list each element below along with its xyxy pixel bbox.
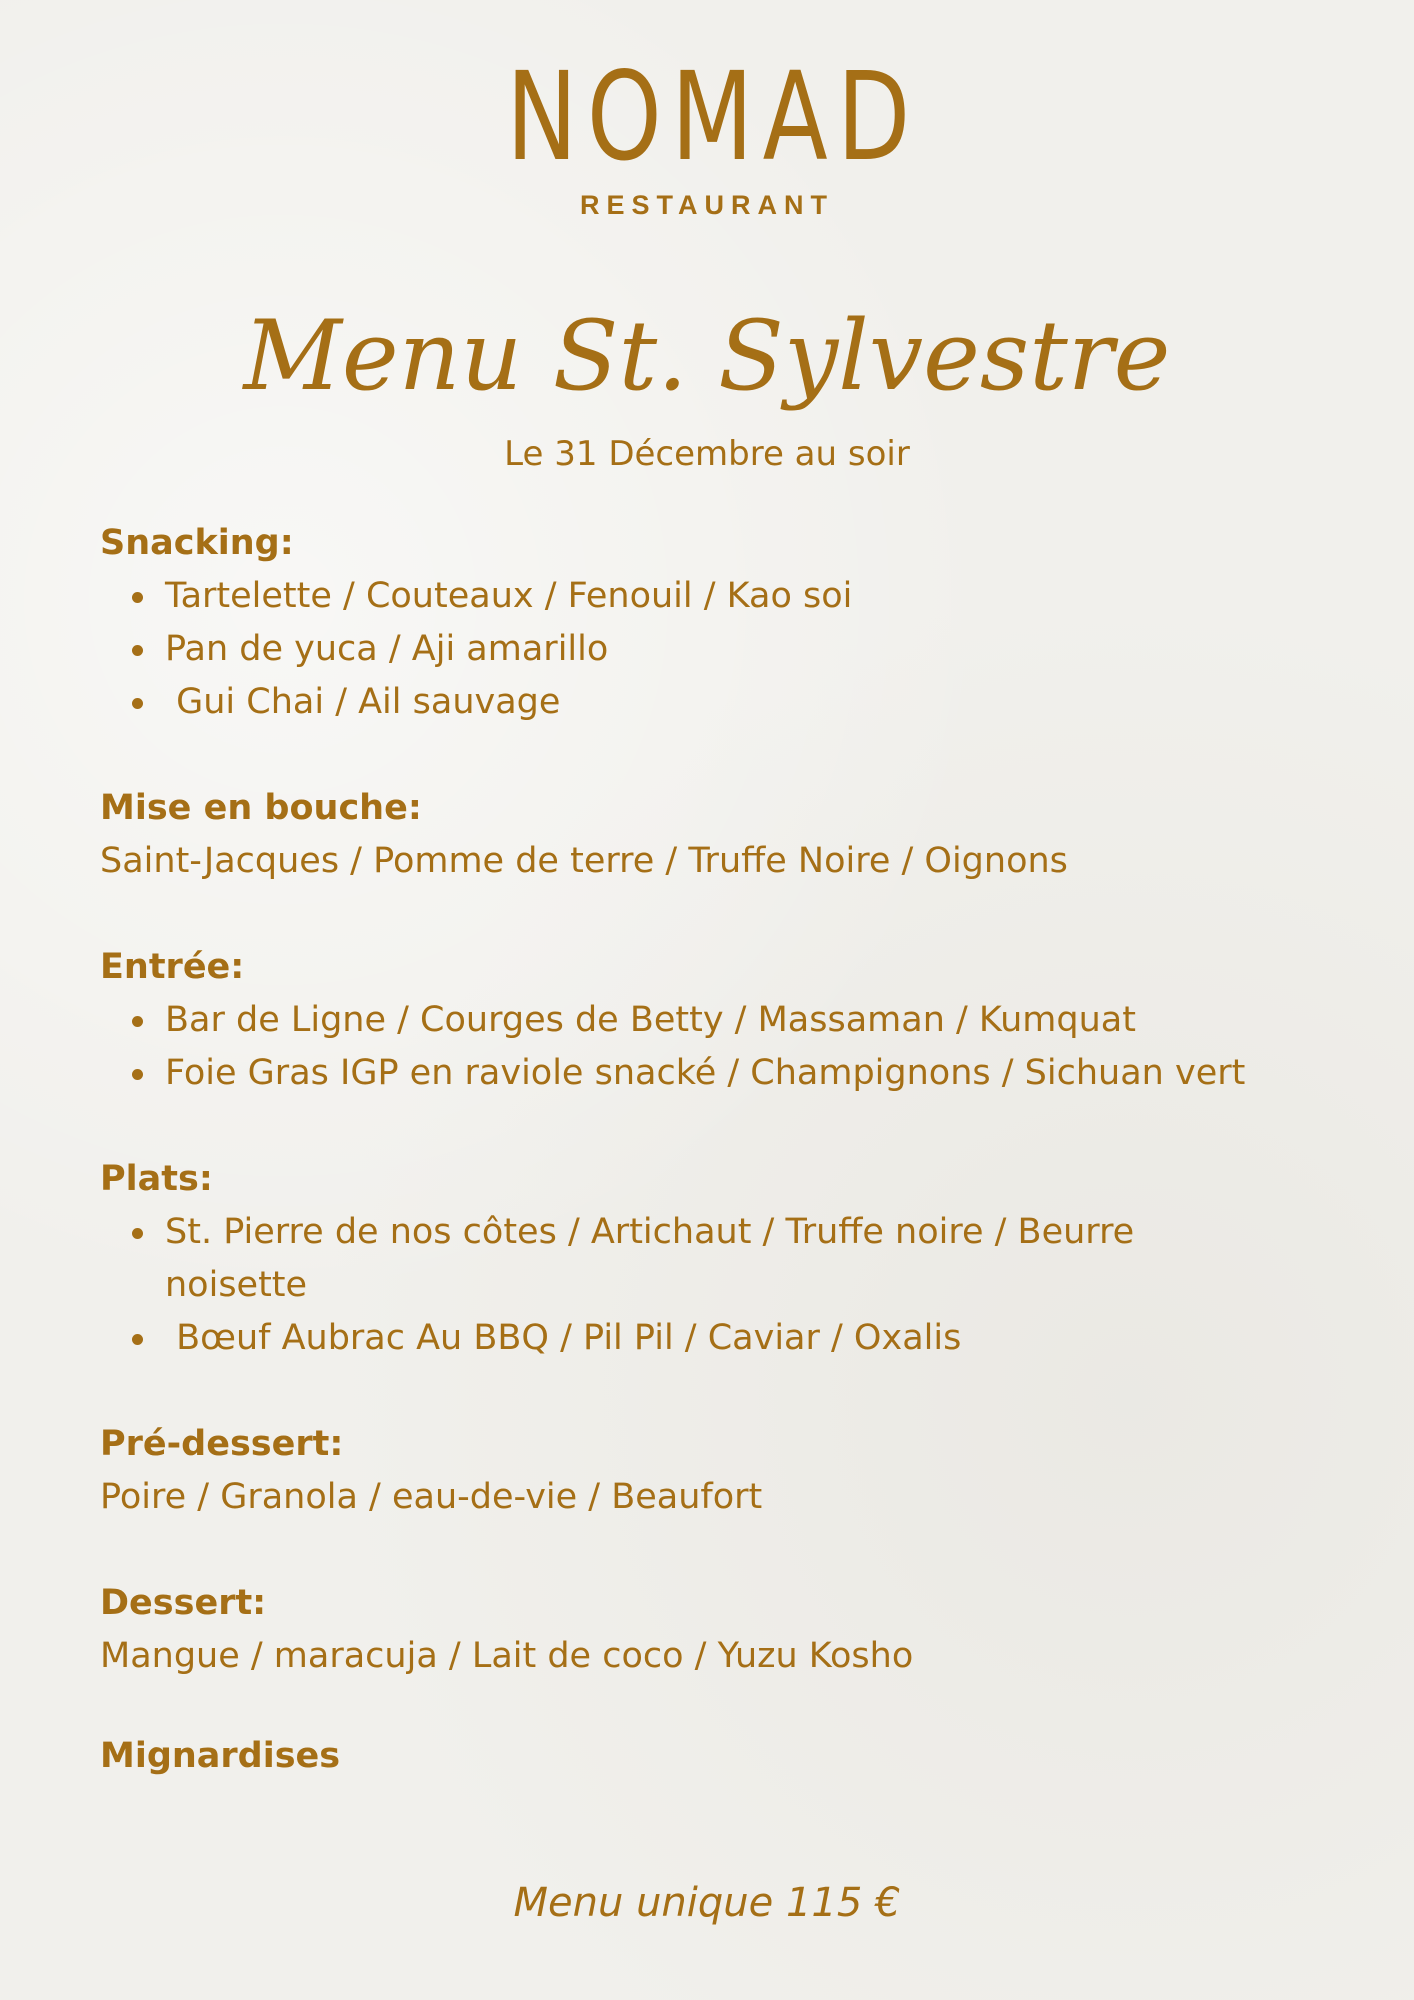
- section-line: Saint-Jacques / Pomme de terre / Truffe Noire / Oignons: [100, 841, 1068, 881]
- list-item: St. Pierre de nos côtes / Artichaut / Truffe noire / Beurre noisette: [165, 1206, 1320, 1312]
- menu-title: Menu St. Sylvestre: [243, 300, 1171, 412]
- item-list: [100, 1206, 1320, 1365]
- section-title: Pré-dessert:: [100, 1424, 344, 1464]
- section-line: Mangue / maracuja / Lait de coco / Yuzu Kosho: [100, 1636, 914, 1676]
- section-mise-en-bouche: [100, 782, 1320, 888]
- list-item: Bar de Ligne / Courges de Betty / Massaman / Kumquat: [165, 994, 1320, 1047]
- list-item: Gui Chai / Ail sauvage: [165, 676, 1320, 729]
- list-item: Pan de yuca / Aji amarillo: [165, 623, 1320, 676]
- list-item: Foie Gras IGP en raviole snacké / Champignons / Sichuan vert: [165, 1047, 1320, 1100]
- brand-logo: [0, 46, 1414, 221]
- item-list: [100, 994, 1320, 1100]
- section-title: Entrée:: [100, 947, 245, 987]
- list-item: Tartelette / Couteaux / Fenouil / Kao soi: [165, 570, 1320, 623]
- menu-price: Menu unique 115 €: [513, 1880, 901, 1926]
- section-title: Snacking:: [100, 523, 294, 563]
- menu-content: [100, 517, 1320, 1783]
- brand-subtitle: RESTAURANT: [580, 190, 834, 220]
- section-dessert: [100, 1577, 1320, 1683]
- section-plats: [100, 1153, 1320, 1365]
- section-entree: [100, 941, 1320, 1100]
- list-item: Bœuf Aubrac Au BBQ / Pil Pil / Caviar / Oxalis: [165, 1312, 1320, 1365]
- section-mignardises: [100, 1730, 1320, 1783]
- menu-date: Le 31 Décembre au soir: [504, 434, 910, 474]
- section-title: Mignardises: [100, 1736, 341, 1776]
- section-line: Poire / Granola / eau-de-vie / Beaufort: [100, 1477, 763, 1517]
- item-list: [100, 570, 1320, 729]
- section-title: Mise en bouche:: [100, 788, 422, 828]
- section-snacking: [100, 517, 1320, 729]
- section-title: Plats:: [100, 1159, 213, 1199]
- section-title: Dessert:: [100, 1583, 267, 1623]
- section-pre-dessert: [100, 1418, 1320, 1524]
- brand-name: NOMAD: [506, 46, 920, 188]
